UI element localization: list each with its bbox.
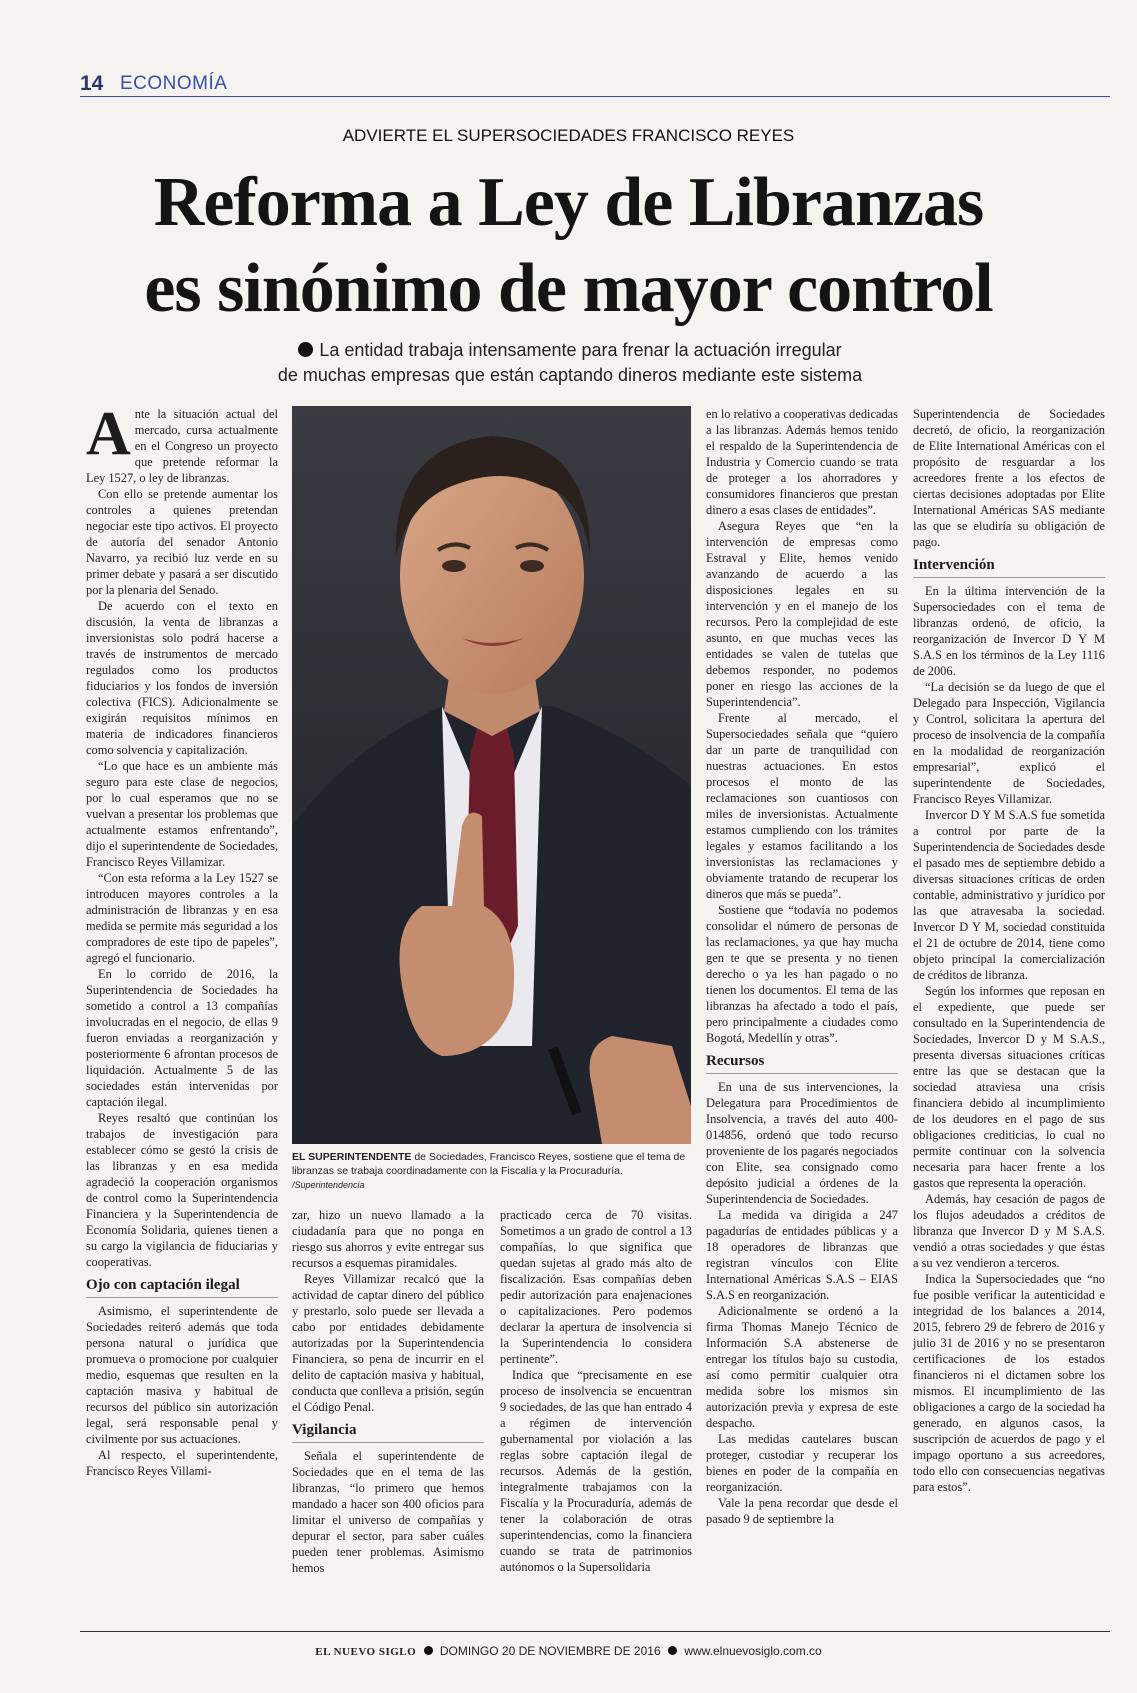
paragraph: zar, hizo un nuevo llamado a la ciudadanía para que no ponga en riesgo sus ahorros y evite entregar sus recursos a esquemas piramidales. [292, 1208, 484, 1270]
paragraph: Frente al mercado, el Supersociedades señala que “quiero dar un parte de tranquilidad con nuestras actuaciones. En estos procesos el monto de las reclamaciones son cuantiosos con miles de inversionistas. Actualmente estamos cumpliendo con los trámites legales y estamos facilitando a los inversionistas las reclamaciones y obviamente tratando de recuperar los dineros que más se pueda”. [706, 711, 898, 901]
page-header [80, 72, 1110, 97]
footer-rule [80, 1631, 1110, 1632]
paragraph: De acuerdo con el texto en discusión, la venta de libranzas a inversionistas solo podrá hacerse a través de instrumentos de mercado regulados como los productos fiduciarios y los fondos de inversión colectiva (FICS). Adicionalmente se exigirán requisitos mínimos en materia de indicadores financieros como solvencia y capitalización. [86, 599, 278, 757]
paragraph: Indica la Supersociedades que “no fue posible verificar la autenticidad e integridad de los balances a 2014, 2015, febrero 29 de febrero de 2016 y julio 31 de 2016 y no se presentaron certificaciones de los estados financieros ni el dictamen sobre los mismos. El incumplimiento de las obligaciones a cargo de la sociedad ha generado, en algunos casos, la suscripción de acuerdos de pago y el impago oportuno a sus acreedores, todo ello con consecuencias negativas para estos”. [913, 1272, 1105, 1494]
newspaper-brand: EL NUEVO SIGLO [315, 1646, 417, 1658]
paragraph: Reyes resaltó que continúan los trabajos de investigación para establecer cómo se gestó la crisis de las libranzas y en esa medida agradeció la cooperación organismos de control como la Superintendencia Financiera y la Superintendencia de Economía Solidaria, quienes tienen a su cargo la vigilancia de fiduciarias y cooperativas. [86, 1111, 278, 1269]
subheading: Ojo con captación ilegal [86, 1276, 278, 1298]
paragraph: En la última intervención de la Supersociedades con el tema de libranzas ordenó, de oficio, la reorganización de Invercor D Y M S.A.S en los términos de la Ley 1116 de 2006. [913, 584, 1105, 678]
paragraph: Superintendencia de Sociedades decretó, de oficio, la reorganización de Elite International Américas con el propósito de resguardar a los acreedores frente a los efectos de ciertas decisiones adoptadas por Elite International Américas SAS mediante las que se eludiría su obligación de pago. [913, 407, 1105, 549]
paragraph: En una de sus intervenciones, la Delegatura para Procedimientos de Insolvencia, a través del auto 400-014856, ordenó que todo recurso proveniente de los pagarés negociados con Elite, sea consignado como depósito judicial a órdenes de la Superintendencia de Sociedades. [706, 1080, 898, 1206]
paragraph: Con ello se pretende aumentar los controles a quienes pretendan negociar este tipo activos. El proyecto de autoría del senador Antonio Navarro, ya recibió luz verde en su primer debate y pasará a ser discutido por la plenaria del Senado. [86, 487, 278, 597]
paragraph: Invercor D Y M S.A.S fue sometida a control por parte de la Superintendencia de Sociedades desde el pasado mes de septiembre debido a diversas situaciones críticas de orden contable, administrativo y jurídico por las que atravesaba la sociedad. Invercor D Y M, sociedad constituida el 21 de octubre de 2014, tiene como objeto principal la comercialización de créditos de libranza. [913, 808, 1105, 982]
bullet-icon [424, 1646, 433, 1655]
paragraph: Reyes Villamizar recalcó que la actividad de captar dinero del público y prestarlo, solo puede ser llevada a cabo por entidades debidamente autorizadas por la Superintendencia Financiera, so pena de incurrir en el delito de captación masiva y habitual, conducta que conlleva a prisión, según el Código Penal. [292, 1272, 484, 1414]
paragraph: Las medidas cautelares buscan proteger, custodiar y recuperar los bienes en poder de la compañía en reorganización. [706, 1432, 898, 1494]
paragraph: Adicionalmente se ordenó a la firma Thomas Manejo Técnico de Información S.A abstenerse de entregar los títulos bajo su custodia, así como permitir cualquier otra medida sobre los mismos sin autorización previa y expresa de este despacho. [706, 1304, 898, 1430]
column-4 [706, 406, 898, 1527]
paragraph: Según los informes que reposan en el expediente, que puede ser consultado en la Superintendencia de Sociedades, Invercor D y M S.A.S., presenta diversas situaciones críticas entre las que se destacan que la sociedad atraviesa una crisis financiera debido al incumplimiento de los deudores en el pago de sus obligaciones crediticias, lo cual no permite continuar con la solvencia necesaria para hacer frente a los gastos que representa la operación. [913, 984, 1105, 1190]
paragraph-text: nte la situación actual del mercado, cursa actualmente en el Congreso un proyecto que pretende reformar la Ley 1527, o ley de libranzas. [86, 407, 278, 485]
column-3 [500, 1207, 692, 1575]
paragraph: Indica que “precisamente en ese proceso de insolvencia se encuentran 9 sociedades, de las que han entrado 4 a régimen de intervención gubernamental por violación a las reglas sobre captación ilegal de recursos. Además de la gestión, integralmente trabajamos con la Fiscalía y la Procuraduría, además de tener la colaboración de otras superintendencias, como la financiera cuando se trata de patrimonios autónomos o la Supersolidaria [500, 1368, 692, 1574]
paragraph: Sostiene que “todavía no podemos consolidar el número de personas de las reclamaciones, ya que hay mucha gen te que se presenta y no tienen derecho o ya les han pagado o no tienen los documentos. El tema de las libranzas ha afectado a todo el país, pero principalmente a ciudades como Bogotá, Medellín y otras”. [706, 903, 898, 1045]
paragraph: “Lo que hace es un ambiente más seguro para este clase de negocios, por lo cual esperamos que no se vuelvan a presentar los problemas que actualmente estamos enfrentando”, dijo el superintendente de Sociedades, Francisco Reyes Villamizar. [86, 759, 278, 869]
page-number: 14 [80, 72, 104, 95]
paragraph [86, 400, 278, 486]
paragraph: Asegura Reyes que “en la intervención de empresas como Estraval y Elite, hemos venido avanzando de acuerdo a las disposiciones legales en su intervención y en el manejo de los recursos. Pero la complejidad de este asunto, en que muchas veces las entidades se valen de tutelas que debemos responder, no podemos poner en riesgo las acciones de la Superintendencia”. [706, 519, 898, 709]
deck-line-1: La entidad trabaja intensamente para frenar la actuación irregular [319, 340, 842, 360]
subheading: Vigilancia [292, 1421, 484, 1443]
drop-cap: A [86, 400, 131, 468]
caption-text: de Sociedades, Francisco Reyes, sostiene que el tema de libranzas se trabaja coordinadamente con la Fiscalía y la Procuraduría. [292, 1151, 686, 1177]
portrait-illustration [292, 406, 691, 1144]
column-5 [913, 406, 1105, 1495]
subheading: Intervención [913, 556, 1105, 578]
superintendent-photo [292, 406, 691, 1144]
headline-line-2: es sinónimo de mayor control [144, 250, 993, 327]
paragraph: en lo relativo a cooperativas dedicadas a las libranzas. Además hemos tenido el respaldo de la Superintendencia de Industria y Comercio cuando se trata de proteger a los ahorradores y consumidores financieros que prestan dinero a esas clases de entidades”. [706, 407, 898, 517]
subheading: Recursos [706, 1052, 898, 1074]
deck [230, 338, 910, 388]
bullet-icon [298, 342, 313, 357]
paragraph: Al respecto, el superintendente, Francisco Reyes Villami- [86, 1448, 278, 1478]
bullet-icon [668, 1646, 677, 1655]
caption-lead: EL SUPERINTENDENTE [292, 1151, 412, 1163]
photo-credit: /Superintendencia [292, 1180, 365, 1190]
kicker: ADVIERTE EL SUPERSOCIEDADES FRANCISCO REYES [342, 126, 795, 145]
paragraph: “Con esta reforma a la Ley 1527 se introducen mayores controles a la administración de libranzas y en esa medida se permite más seguridad a los compradores de este tipo de papeles”, agregó el funcionario. [86, 871, 278, 965]
deck-line-2: de muchas empresas que están captando dineros mediante este sistema [277, 365, 863, 385]
column-1 [86, 400, 278, 1479]
paragraph: En lo corrido de 2016, la Superintendencia de Sociedades ha sometido a control a 13 compañías involucradas en el negocio, de ellas 9 fueron enviadas a reorganización y posteriormente 6 afrontan procesos de liquidación. Actualmente 5 de las sociedades están intervenidas por captación ilegal. [86, 967, 278, 1109]
footer-date: DOMINGO 20 DE NOVIEMBRE DE 2016 [439, 1644, 661, 1658]
column-2 [292, 1207, 484, 1576]
footer-url[interactable]: www.elnuevosiglo.com.co [684, 1644, 822, 1658]
headline-line-1: Reforma a Ley de Libranzas [153, 164, 984, 241]
paragraph: Asimismo, el superintendente de Sociedades reiteró además que toda persona natural o jurídica que promueva o promocione por cualquier medio, esquemas que resulten en la captación masiva y habitual de recursos del público sin autorización legal, será responsable penal y civilmente por sus actuaciones. [86, 1304, 278, 1446]
paragraph: Señala el superintendente de Sociedades que en el tema de las libranzas, “lo primero que hemos mandado a hacer son 400 oficios para limitar el universo de compañías y depurar el sector, para saber cuáles pueden tener problemas. Asimismo hemos [292, 1449, 484, 1575]
paragraph: “La decisión se da luego de que el Delegado para Inspección, Vigilancia y Control, solicitara la apertura del proceso de insolvencia de la compañía en la modalidad de reorganización empresarial”, explicó el superintendente de Sociedades, Francisco Reyes Villamizar. [913, 680, 1105, 806]
paragraph: Vale la pena recordar que desde el pasado 9 de septiembre la [706, 1496, 898, 1526]
paragraph: Además, hay cesación de pagos de los flujos adeudados a créditos de libranza que Invercor D y M S.A.S. vendió a otras sociedades y que éstas a su vez vendieron a terceros. [913, 1192, 1105, 1270]
footer [0, 1644, 1137, 1658]
paragraph: La medida va dirigida a 247 pagadurías de entidades públicas y a 18 operadores de libranzas que registran vínculos con Elite International Américas S.A.S – EIAS S.A.S en reorganización. [706, 1208, 898, 1302]
paragraph: practicado cerca de 70 visitas. Sometimos a un grado de control a 13 compañías, lo que significa que quedan sujetas al grado más alto de fiscalización. Esas compañías deben pedir autorización para enajenaciones o capitalizaciones. Pero podemos declarar la apertura de insolvencia si la Superintendencia lo considera pertinente”. [500, 1208, 692, 1366]
photo-caption [292, 1150, 691, 1192]
section-name: ECONOMÍA [120, 73, 228, 94]
